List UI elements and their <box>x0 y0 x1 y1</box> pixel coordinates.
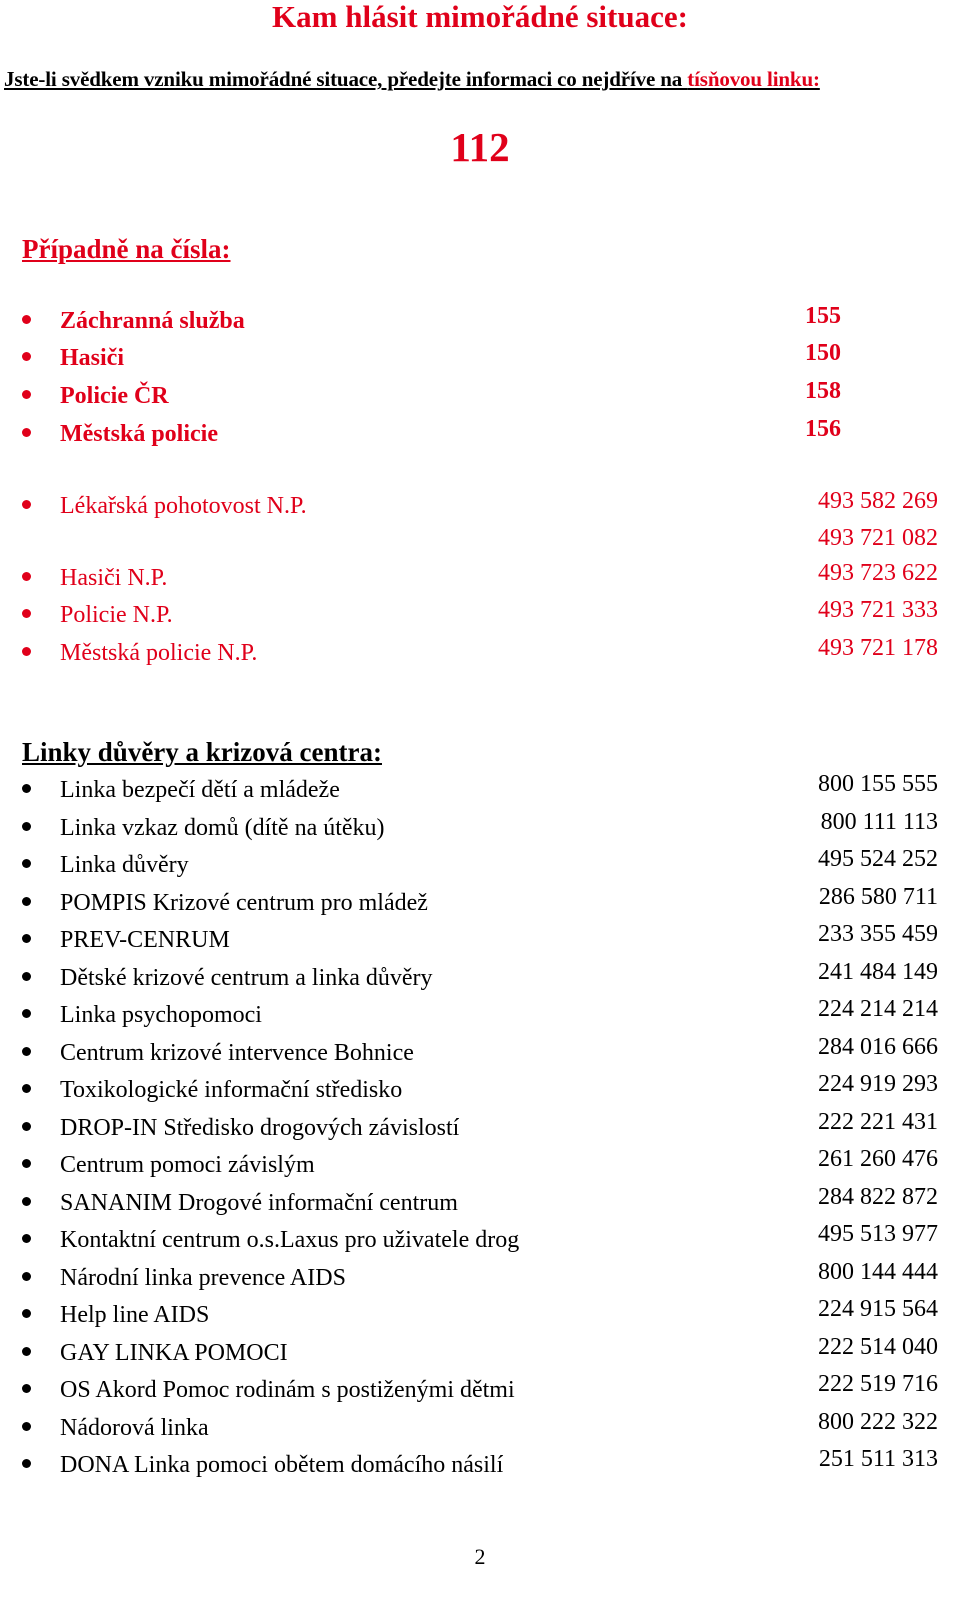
list-item: Lékařská pohotovost N.P. <box>22 492 307 520</box>
list-item: PREV-CENRUM <box>22 926 230 954</box>
bullet-icon <box>22 390 31 399</box>
bullet-icon <box>22 1159 31 1168</box>
trust-lines-heading: Linky důvěry a krizová centra: <box>22 737 382 767</box>
bullet-icon <box>22 1047 31 1056</box>
list-item: Help line AIDS <box>22 1301 209 1329</box>
bullet-icon <box>22 1084 31 1093</box>
phone-number: 233 355 459 <box>818 921 938 947</box>
list-item: DROP-IN Středisko drogových závislostí <box>22 1114 459 1142</box>
bullet-icon <box>22 1234 31 1243</box>
bullet-icon <box>22 1422 31 1431</box>
emergency-line-link[interactable]: tísňovou linku: <box>687 67 820 91</box>
phone-number: 224 915 564 <box>818 1296 938 1322</box>
phone-number: 493 582 269 <box>818 488 938 514</box>
list-item: Linka psychopomoci <box>22 1001 262 1029</box>
phone-number: 284 822 872 <box>818 1184 938 1210</box>
bullet-icon <box>22 572 31 581</box>
phone-number: 156 <box>805 416 841 442</box>
phone-number: 800 222 322 <box>818 1409 938 1435</box>
phone-number: 155 <box>805 303 841 329</box>
phone-number: 261 260 476 <box>818 1146 938 1172</box>
list-item: Centrum krizové intervence Bohnice <box>22 1039 414 1067</box>
bullet-icon <box>22 1347 31 1356</box>
phone-number: 222 221 431 <box>818 1109 938 1135</box>
phone-number: 286 580 711 <box>818 884 938 910</box>
intro-text <box>4 66 820 92</box>
phone-number: 251 511 313 <box>818 1446 938 1472</box>
phone-number: 284 016 666 <box>818 1034 938 1060</box>
bullet-icon <box>22 897 31 906</box>
phone-number: 224 214 214 <box>818 996 938 1022</box>
list-item: Záchranná služba <box>22 307 245 335</box>
phone-number: 495 513 977 <box>818 1221 938 1247</box>
list-item: Linka vzkaz domů (dítě na útěku) <box>22 814 385 842</box>
list-item: GAY LINKA POMOCI <box>22 1339 288 1367</box>
bullet-icon <box>22 428 31 437</box>
phone-number: 800 111 113 <box>820 809 938 835</box>
phone-number: 241 484 149 <box>818 959 938 985</box>
bullet-icon <box>22 1384 31 1393</box>
phone-number: 800 155 555 <box>818 771 938 797</box>
phone-number: 158 <box>805 378 841 404</box>
list-item: Městská policie <box>22 420 218 448</box>
phone-number: 222 519 716 <box>818 1371 938 1397</box>
bullet-icon <box>22 1309 31 1318</box>
page-number: 2 <box>474 1544 486 1569</box>
list-item: Kontaktní centrum o.s.Laxus pro uživatele drog <box>22 1226 519 1254</box>
bullet-icon <box>22 609 31 618</box>
list-item: Městská policie N.P. <box>22 639 257 667</box>
list-item: Hasiči <box>22 344 124 372</box>
bullet-icon <box>22 1122 31 1131</box>
bullet-icon <box>22 1272 31 1281</box>
alternative-numbers-heading: Případně na čísla: <box>22 234 231 264</box>
list-item: Linka důvěry <box>22 851 189 879</box>
bullet-icon <box>22 1459 31 1468</box>
phone-number: 800 144 444 <box>818 1259 938 1285</box>
bullet-icon <box>22 972 31 981</box>
bullet-icon <box>22 352 31 361</box>
list-item: Hasiči N.P. <box>22 564 167 592</box>
list-item: Nádorová linka <box>22 1414 209 1442</box>
phone-number: 150 <box>805 340 841 366</box>
bullet-icon <box>22 822 31 831</box>
bullet-icon <box>22 784 31 793</box>
bullet-icon <box>22 647 31 656</box>
phone-number: 224 919 293 <box>818 1071 938 1097</box>
bullet-icon <box>22 1009 31 1018</box>
list-item: Policie ČR <box>22 382 169 410</box>
list-item: Centrum pomoci závislým <box>22 1151 315 1179</box>
list-item: Linka bezpečí dětí a mládeže <box>22 776 340 804</box>
bullet-icon <box>22 859 31 868</box>
list-item: Národní linka prevence AIDS <box>22 1264 346 1292</box>
bullet-icon <box>22 500 31 509</box>
list-item: OS Akord Pomoc rodinám s postiženými dětmi <box>22 1376 515 1404</box>
phone-number: 493 723 622 <box>818 560 938 586</box>
list-item: SANANIM Drogové informační centrum <box>22 1189 458 1217</box>
bullet-icon <box>22 1197 31 1206</box>
emergency-number-112: 112 <box>450 124 510 170</box>
phone-number: 493 721 178 <box>818 635 938 661</box>
phone-number: 495 524 252 <box>818 846 938 872</box>
list-item: Toxikologické informační středisko <box>22 1076 402 1104</box>
intro-sentence: Jste-li svědkem vzniku mimořádné situace, předejte informaci co nejdříve na <box>4 67 688 91</box>
phone-number: 493 721 333 <box>818 597 938 623</box>
list-item: POMPIS Krizové centrum pro mládež <box>22 889 428 917</box>
phone-number: 493 721 082 <box>818 525 938 551</box>
phone-number: 222 514 040 <box>818 1334 938 1360</box>
page-title: Kam hlásit mimořádné situace: <box>272 0 688 34</box>
list-item: Dětské krizové centrum a linka důvěry <box>22 964 433 992</box>
bullet-icon <box>22 934 31 943</box>
bullet-icon <box>22 315 31 324</box>
list-item: DONA Linka pomoci obětem domácího násilí <box>22 1451 503 1479</box>
list-item: Policie N.P. <box>22 601 173 629</box>
